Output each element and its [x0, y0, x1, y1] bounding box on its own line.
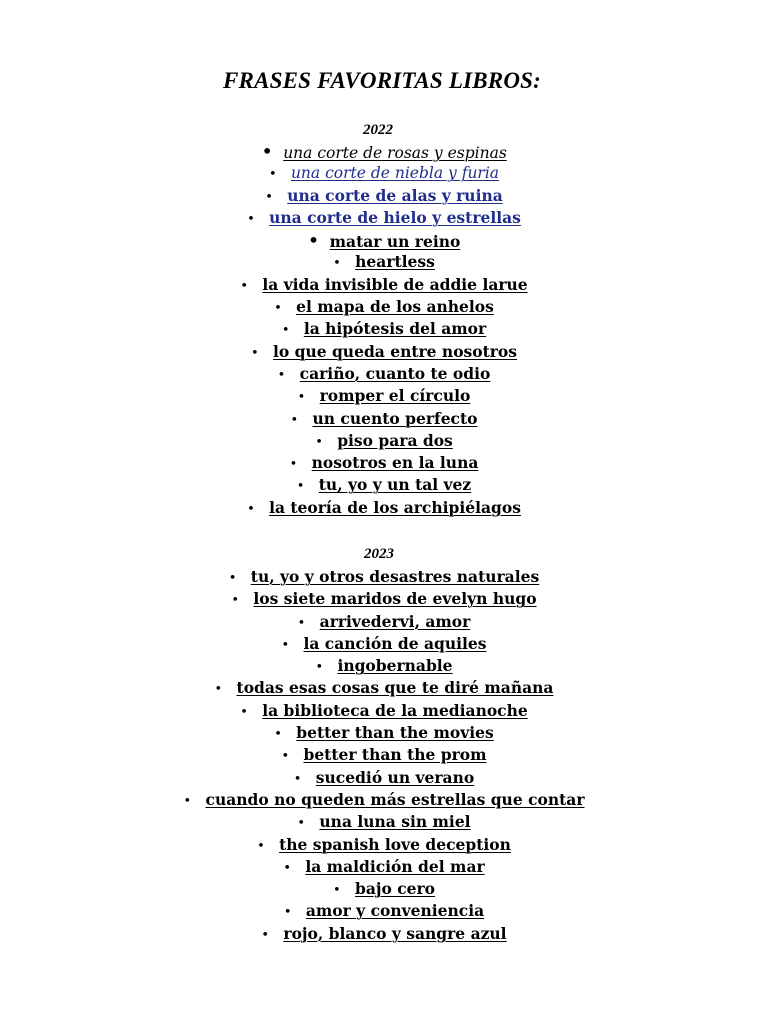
bullet-icon: • [332, 883, 341, 899]
book-title-link[interactable]: rojo, blanco y sangre azul [283, 923, 507, 943]
bullet-icon: • [281, 323, 290, 339]
book-list-item [0, 474, 768, 496]
book-title-link[interactable]: la hipótesis del amor [303, 319, 487, 339]
bullet-icon: • [261, 139, 273, 163]
bullet-icon: • [240, 278, 248, 294]
bullet-icon: • [228, 571, 237, 586]
book-list-item [0, 655, 768, 677]
book-title-link[interactable]: better than the prom [303, 745, 487, 765]
bullet-icon: • [297, 390, 306, 406]
book-title-link[interactable]: la teoría de los archipiélagos [269, 497, 521, 517]
book-list-item [0, 229, 768, 251]
book-title-link[interactable]: bajo cero [354, 879, 436, 899]
bullet-icon: • [240, 704, 248, 720]
bullet-icon: • [214, 682, 223, 698]
book-title-link[interactable]: una luna sin miel [319, 812, 471, 832]
bullet-icon: • [315, 434, 323, 450]
book-list-item [0, 677, 768, 699]
book-title-link[interactable]: la maldición del mar [305, 856, 485, 876]
book-title-link[interactable]: tu, yo y un tal vez [318, 475, 472, 495]
bullet-icon: • [296, 479, 305, 495]
document-page: FRASES FAVORITAS LIBROS: 2022 • una corte de rosas y espinas • una corte de niebla y furia • una corte de alas y ruina • una corte de hielo y estrellas • matar un reino • heartless • la vida invisible de addie larue • el mapa de los anhelos • la hipótesis del amor • lo que queda entre nosotros • cariño, cuanto te odio • romper el círculo • un cuento perfecto • piso para dos • nosotros en la luna • tu, yo y un tal vez • la teoría de los archipiélagos 2023 • tu, yo y otros desastres naturales • los siete maridos de evelyn hugo • arrivedervi, amor • la canción de aquiles • ingobernable • todas esas cosas que te diré mañana • la biblioteca de la medianoche • better than the movies • better than the prom • sucedió un verano • cuando no queden más estrellas que contar • una luna sin miel • the spanish love deception • la maldición del mar • bajo cero • amor y conveniencia • rojo, blanco y sangre azul [0, 0, 768, 1024]
book-title-link[interactable]: cariño, cuanto te odio [299, 363, 491, 383]
book-list-item [0, 878, 768, 900]
book-list-item [0, 385, 768, 407]
bullet-icon: • [183, 793, 192, 809]
book-list-item [0, 363, 768, 385]
book-title-link[interactable]: piso para dos [337, 430, 453, 450]
bullet-icon: • [307, 228, 320, 253]
book-list-item [0, 452, 768, 474]
book-title-link[interactable]: romper el círculo [319, 386, 471, 406]
book-list-item [0, 856, 768, 878]
book-title-link[interactable]: los siete maridos de evelyn hugo [253, 589, 537, 609]
book-title-link[interactable]: la biblioteca de la medianoche [262, 700, 528, 720]
book-title-link[interactable]: una corte de niebla y furia [290, 164, 500, 183]
bullet-icon: • [247, 501, 255, 517]
bullet-icon: • [293, 771, 302, 787]
bullet-icon: • [247, 211, 255, 227]
book-list-item [0, 588, 768, 610]
bullet-icon: • [297, 615, 306, 631]
book-list-item [0, 566, 768, 588]
bullet-icon: • [265, 189, 273, 205]
book-list-2022 [0, 140, 768, 519]
book-list-item [0, 789, 768, 811]
bullet-icon: • [250, 345, 259, 361]
book-title-link[interactable]: cuando no queden más estrellas que contar [205, 789, 585, 809]
book-list-2023 [0, 566, 768, 945]
bullet-icon: • [289, 457, 298, 473]
book-title-link[interactable]: todas esas cosas que te diré mañana [236, 678, 554, 698]
book-title-link[interactable]: una corte de rosas y espinas [283, 144, 507, 162]
book-list-item [0, 900, 768, 922]
bullet-icon: • [333, 256, 341, 272]
book-list-item [0, 318, 768, 340]
book-list-item [0, 251, 768, 273]
book-title-link[interactable]: ingobernable [337, 656, 453, 676]
book-list-item [0, 185, 768, 207]
book-title-link[interactable]: una corte de alas y ruina [287, 185, 503, 205]
book-title-link[interactable]: lo que queda entre nosotros [272, 341, 517, 361]
bullet-icon: • [281, 637, 290, 653]
book-list-item [0, 744, 768, 766]
bullet-icon: • [274, 301, 282, 317]
book-title-link[interactable]: heartless [355, 252, 435, 272]
book-title-link[interactable]: un cuento perfecto [312, 408, 478, 428]
book-list-item [0, 408, 768, 430]
bullet-icon: • [315, 660, 324, 676]
book-title-link[interactable]: nosotros en la luna [311, 453, 479, 473]
book-list-item [0, 207, 768, 229]
bullet-icon: • [277, 367, 286, 383]
book-list-item [0, 497, 768, 519]
bullet-icon: • [283, 860, 292, 876]
bullet-icon: • [257, 838, 265, 854]
book-list-item [0, 274, 768, 296]
book-title-link[interactable]: amor y conveniencia [305, 901, 485, 921]
book-title-link[interactable]: the spanish love deception [279, 834, 511, 854]
book-list-item [0, 722, 768, 744]
book-list-item [0, 700, 768, 722]
bullet-icon: • [274, 727, 282, 743]
book-title-link[interactable]: better than the movies [296, 723, 494, 743]
book-title-link[interactable]: una corte de hielo y estrellas [269, 207, 521, 227]
book-list-item [0, 162, 768, 184]
bullet-icon: • [268, 167, 277, 183]
book-list-item [0, 811, 768, 833]
book-list-item [0, 834, 768, 856]
page-title: FRASES FAVORITAS LIBROS: [222, 68, 541, 93]
book-title-link[interactable]: arrivedervi, amor [319, 611, 471, 631]
book-title-link[interactable]: la canción de aquiles [303, 633, 487, 653]
book-title-link[interactable]: la vida invisible de addie larue [262, 274, 528, 294]
bullet-icon: • [283, 905, 292, 921]
bullet-icon: • [281, 749, 290, 765]
book-title-link[interactable]: tu, yo y otros desastres naturales [250, 567, 540, 586]
book-list-item [0, 923, 768, 945]
book-list-item [0, 633, 768, 655]
book-title-link[interactable]: sucedió un verano [315, 767, 475, 787]
book-list-item [0, 611, 768, 633]
book-list-item [0, 140, 768, 162]
bullet-icon: • [290, 412, 299, 428]
book-list-item [0, 341, 768, 363]
bullet-icon: • [261, 927, 270, 943]
book-list-item [0, 430, 768, 452]
book-list-item [0, 296, 768, 318]
bullet-icon: • [297, 816, 306, 832]
bullet-icon: • [231, 593, 240, 609]
book-title-link[interactable]: el mapa de los anhelos [296, 297, 494, 317]
book-title-link[interactable]: matar un reino [329, 232, 461, 252]
book-list-item [0, 767, 768, 789]
